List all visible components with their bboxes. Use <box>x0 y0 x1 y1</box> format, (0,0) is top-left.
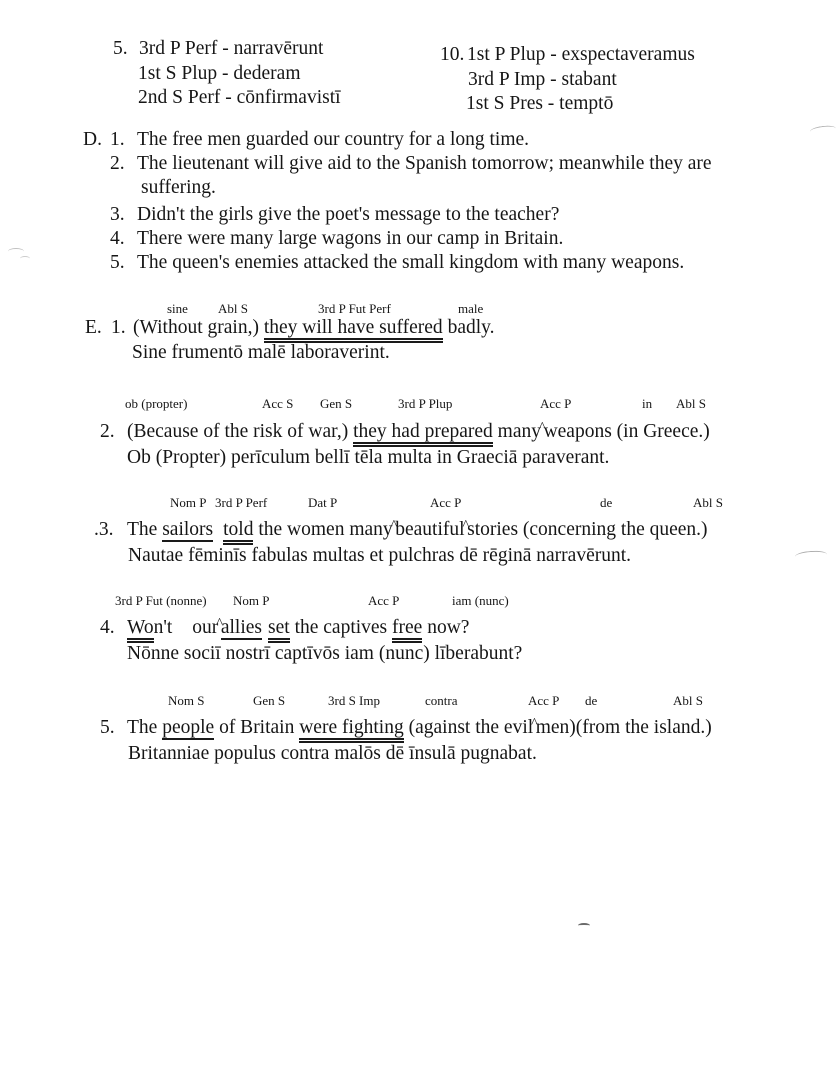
answer-line <box>113 37 341 62</box>
sentence-segment-double-underlined: free <box>392 617 422 643</box>
insertion-caret: ^ <box>216 616 223 631</box>
grammar-annotation: Abl S <box>676 396 706 411</box>
grammar-annotation: male <box>458 301 484 316</box>
item-text-line: suffering. <box>141 177 216 199</box>
section-e-label: E. <box>85 317 102 338</box>
answer-number: 5. <box>113 38 128 59</box>
e3-sentence <box>94 518 708 544</box>
grammar-annotation: 3rd P Fut (nonne) <box>115 593 207 608</box>
item-text-line: The lieutenant will give aid to the Spanish tomorrow; meanwhile they are <box>137 153 712 175</box>
grammar-annotation: Acc P <box>528 693 560 708</box>
section-d-items <box>110 128 712 275</box>
grammar-annotation: Abl S <box>693 495 723 510</box>
e4-latin-line: Nōnne sociī nostrī captīvōs iam (nunc) līberabunt? <box>127 643 523 664</box>
sentence-segment: beautiful <box>395 519 465 540</box>
scan-artifact <box>20 256 30 261</box>
answer-group-5 <box>113 37 341 111</box>
sentence-segment: of Britain <box>214 717 300 738</box>
insertion-caret: ^ <box>538 420 546 435</box>
d-item-2 <box>110 152 712 200</box>
grammar-annotation: ob (propter) <box>125 396 188 411</box>
answer-line <box>440 68 695 93</box>
grammar-annotation: Gen S <box>320 396 353 411</box>
scan-artifact <box>810 124 837 135</box>
item-number: 2. <box>110 153 125 175</box>
item-number: 5. <box>110 252 125 274</box>
answer-line <box>113 62 341 87</box>
insertion-caret: ^ <box>462 518 470 533</box>
scan-artifact <box>578 923 590 928</box>
answer-text: 1st P Plup - exspectaveramus <box>467 44 695 65</box>
item-number: 4. <box>110 227 125 249</box>
sentence-segment: n't <box>153 617 173 638</box>
e3-annotations <box>0 495 840 512</box>
answer-number: 10. <box>440 44 465 65</box>
answer-line <box>113 86 341 111</box>
item-text <box>137 152 712 200</box>
sentence-segment: now? <box>422 617 470 638</box>
insertion-caret: ^ <box>390 518 398 533</box>
grammar-annotation: de <box>600 495 613 510</box>
scan-artifact <box>795 550 828 561</box>
e2-annotations <box>0 396 840 413</box>
e3-latin-line: Nautae fēminīs fabulas multas et pulchras dē rēginā narravērunt. <box>128 545 632 566</box>
sentence-segment-double-underlined: they will have suffered <box>264 317 443 343</box>
item-text: The free men guarded our country for a long time. <box>137 129 530 150</box>
sentence-segment: (Without grain,) <box>133 317 264 338</box>
item-number: 1. <box>110 129 125 150</box>
e5-latin-line: Britanniae populus contra malōs dē īnsulā pugnabat. <box>128 743 537 764</box>
answer-text: 1st S Pres - temptō <box>466 93 614 114</box>
insertion-caret: ^ <box>531 716 538 731</box>
grammar-annotation: 3rd P Plup <box>398 396 453 411</box>
d-item-5 <box>110 251 712 275</box>
answer-group-10 <box>440 43 695 117</box>
d-item-4 <box>110 227 712 251</box>
sentence-segment: many <box>492 421 541 442</box>
grammar-annotation: 3rd P Fut Perf <box>318 301 391 316</box>
grammar-annotation: Dat P <box>308 495 338 510</box>
sentence-segment: our <box>192 617 219 638</box>
item-text: Didn't the girls give the poet's message to the teacher? <box>137 203 560 225</box>
scan-artifact <box>8 248 24 255</box>
section-d-label: D. <box>83 129 102 150</box>
e4-annotations <box>0 593 840 610</box>
grammar-annotation: Acc P <box>368 593 400 608</box>
item-number: 5. <box>100 717 115 738</box>
sentence-segment: The <box>127 717 163 738</box>
grammar-annotation: Abl S <box>218 301 248 316</box>
section-d <box>83 128 712 275</box>
e4-sentence <box>100 616 469 642</box>
item-number: 2. <box>100 421 115 442</box>
answer-text: 3rd P Perf - narravērunt <box>139 38 324 59</box>
grammar-annotation: in <box>642 396 653 411</box>
e5-sentence <box>100 716 712 742</box>
grammar-annotation: Acc P <box>540 396 572 411</box>
grammar-annotation: de <box>585 693 598 708</box>
sentence-segment: stories (concerning the queen.) <box>467 519 708 540</box>
grammar-annotation: Nom P <box>233 593 270 608</box>
grammar-annotation: Nom S <box>168 693 205 708</box>
answer-line <box>440 43 695 68</box>
e1-sentence <box>85 316 495 340</box>
sentence-segment: (against the evil <box>403 717 534 738</box>
grammar-annotation: Abl S <box>673 693 703 708</box>
e1-latin-line: Sine frumentō malē laboraverint. <box>132 342 390 363</box>
item-number: 3. <box>110 203 125 225</box>
sentence-segment-double-underlined: told <box>223 519 253 545</box>
sentence-segment-double-underlined: Wo <box>127 617 154 643</box>
grammar-annotation: Acc P <box>430 495 462 510</box>
grammar-annotation: 3rd S Imp <box>328 693 380 708</box>
e5-annotations <box>0 693 840 710</box>
answer-text: 1st S Plup - dederam <box>138 62 301 84</box>
sentence-segment: weapons (in Greece.) <box>543 421 710 442</box>
sentence-segment: (Because of the risk of war,) <box>127 421 354 442</box>
sentence-segment-double-underlined: they had prepared <box>353 421 493 447</box>
grammar-annotation: Acc S <box>262 396 294 411</box>
answer-line <box>440 92 695 117</box>
sentence-segment: badly. <box>442 317 495 338</box>
sentence-segment: men)(from the island.) <box>535 717 712 738</box>
sentence-segment-double-underlined: were fighting <box>299 717 404 743</box>
item-number: 1. <box>111 317 126 338</box>
e2-sentence <box>100 420 710 446</box>
grammar-annotation: sine <box>167 301 188 316</box>
sentence-segment-underlined: people <box>162 717 215 738</box>
grammar-annotation: contra <box>425 693 458 708</box>
item-number: .3. <box>94 519 114 540</box>
e2-latin-line: Ob (Propter) perīculum bellī tēla multa in Graeciā paraverant. <box>127 447 610 468</box>
sentence-segment: the captives <box>289 617 393 638</box>
item-number: 4. <box>100 617 115 638</box>
d-item-3 <box>110 203 712 227</box>
answer-text: 3rd P Imp - stabant <box>468 68 617 90</box>
item-text: The queen's enemies attacked the small kingdom with many weapons. <box>137 252 685 274</box>
d-item-1 <box>110 128 712 152</box>
grammar-annotation: iam (nunc) <box>452 593 509 608</box>
sentence-segment: the women many <box>253 519 393 540</box>
sentence-segment-underlined: allies <box>220 617 263 638</box>
item-text: There were many large wagons in our camp in Britain. <box>137 227 564 249</box>
sentence-segment-underlined: sailors <box>162 519 214 540</box>
sentence-segment: The <box>127 519 163 540</box>
grammar-annotation: 3rd P Perf <box>215 495 268 510</box>
grammar-annotation: Nom P <box>170 495 207 510</box>
grammar-annotation: Gen S <box>253 693 286 708</box>
sentence-segment-double-underlined: set <box>268 617 290 643</box>
answer-text: 2nd S Perf - cōnfirmavistī <box>138 87 341 108</box>
